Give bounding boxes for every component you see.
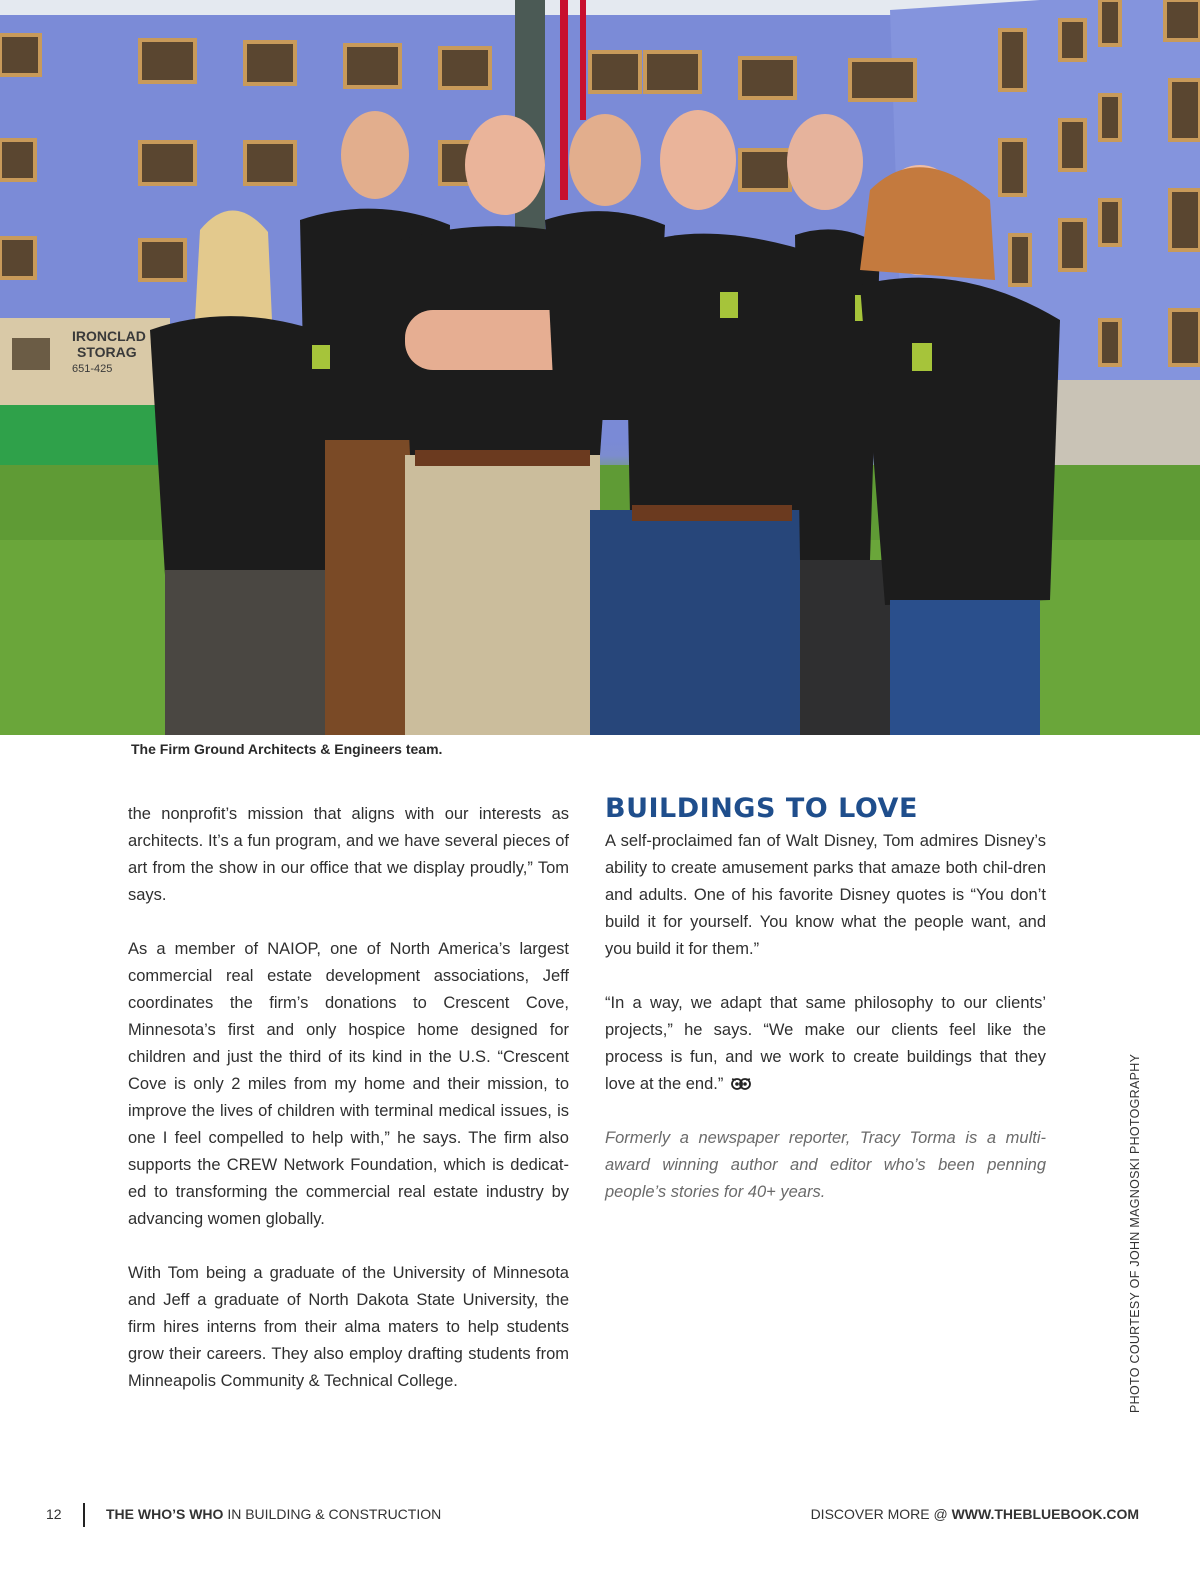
right-paragraph-1: A self-proclaimed fan of Walt Disney, Tom admires Disney’s ability to create amusement parks that amaze both chil-dren and adults. One of his favorite Disney quotes is “You don’t build it for yourself. You know what the people want, and you build it for them.”: [605, 832, 1046, 958]
left-paragraph-1: the nonprofit’s mission that aligns with our interests as architects. It’s a fun program, and we have several pieces of art from the show in our office that we display proudly,” Tom says.: [128, 805, 569, 904]
left-paragraph-3: With Tom being a graduate of the University of Minnesota and Jeff a graduate of North Dakota State University, the firm hires interns from their alma maters to help students grow their careers. They also employ drafting students from Minneapolis Community & Technical College.: [128, 1264, 569, 1390]
right-paragraph-2: [605, 990, 1046, 1098]
photo-credit: PHOTO COURTESY OF JOHN MAGNOSKI PHOTOGRAPHY: [1128, 1053, 1142, 1413]
footer-divider: [83, 1503, 85, 1527]
discover-label: DISCOVER MORE @: [810, 1506, 952, 1522]
right-paragraph-2-text: “In a way, we adapt that same philosophy to our clients’ projects,” he says. “We make our clients feel like the process is fun, and we work to create buildings that they love at the end.”: [605, 994, 1046, 1093]
team-photo-illustration: [0, 0, 1200, 735]
magazine-title: [106, 1506, 441, 1522]
discover-url-link[interactable]: WWW.THEBLUEBOOK.COM: [951, 1506, 1139, 1522]
magazine-title-bold: THE WHO’S WHO: [106, 1506, 224, 1522]
sign-line-2: STORAG: [77, 344, 137, 360]
left-column: [128, 801, 569, 1422]
section-heading: BUILDINGS TO LOVE: [605, 793, 918, 824]
magazine-title-rest: IN BUILDING & CONSTRUCTION: [223, 1506, 442, 1522]
discover-more: [811, 1506, 1139, 1522]
right-column: [605, 828, 1046, 1233]
photo-caption: The Firm Ground Architects & Engineers team.: [131, 741, 443, 757]
team-photo: [0, 0, 1200, 735]
page-number: 12: [46, 1506, 62, 1522]
owl-icon: [731, 1073, 751, 1087]
sign-line-1: IRONCLAD: [72, 328, 146, 344]
left-paragraph-2: As a member of NAIOP, one of North America’s largest commercial real estate development associations, Jeff coordinates the firm’s donations to Crescent Cove, Minnesota’s first and only hospice home designed for children and just the third of its kind in the U.S. “Crescent Cove is only 2 miles from my home and their mission, to improve the lives of children with terminal medical issues, is one I feel compelled to help with,” he says. The firm also supports the CREW Network Foundation, which is dedicat-ed to transforming the commercial real estate industry by advancing women globally.: [128, 940, 569, 1228]
author-bio: Formerly a newspaper reporter, Tracy Torma is a multi-award winning author and editor who’s been penning people’s stories for 40+ years.: [605, 1129, 1046, 1201]
sign-line-3: 651-425: [72, 363, 113, 375]
